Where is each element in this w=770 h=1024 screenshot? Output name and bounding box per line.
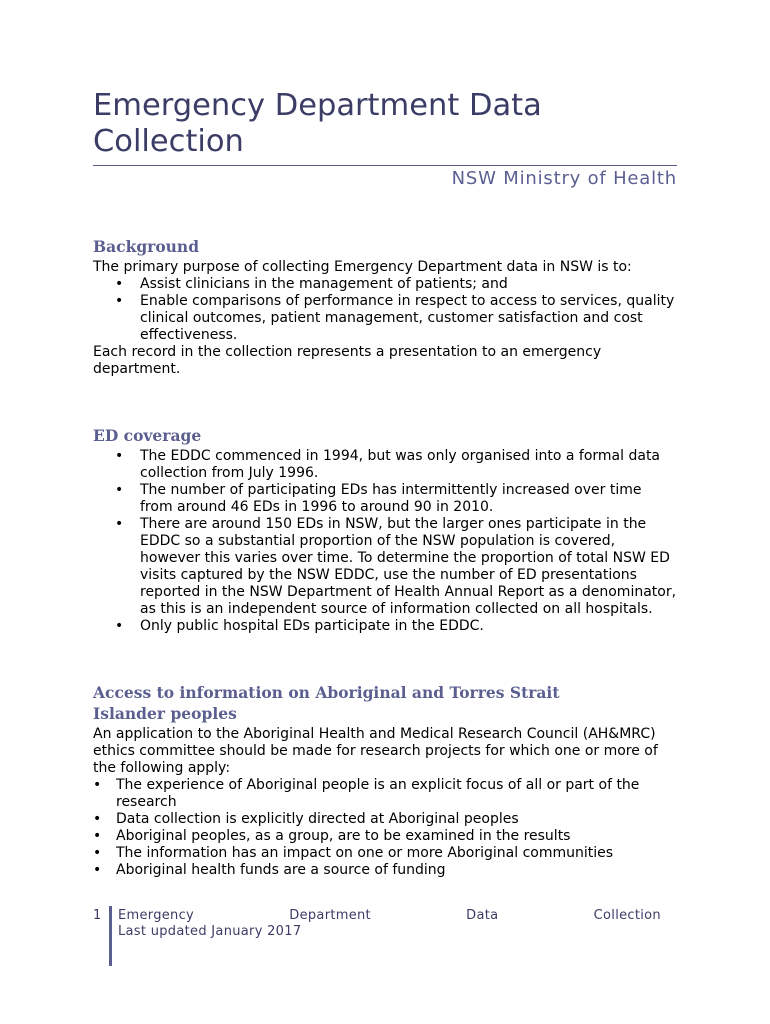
background-list bbox=[93, 276, 677, 344]
background-intro: The primary purpose of collecting Emergency Department data in NSW is to: bbox=[93, 259, 632, 275]
list-item: • Data collection is explicitly directed at Aboriginal peoples bbox=[93, 811, 677, 828]
list-item: • The EDDC commenced in 1994, but was only organised into a formal data collection from July 1996. bbox=[93, 448, 677, 482]
aboriginal-heading: Access to information on Aboriginal and Torres Strait Islander peoples bbox=[93, 683, 560, 723]
footer-updated: Last updated January 2017 bbox=[118, 924, 302, 939]
footer-title-word: Data bbox=[466, 908, 499, 923]
background-closing: Each record in the collection represents a presentation to an emergency department. bbox=[93, 344, 602, 377]
list-item: • The number of participating EDs has intermittently increased over time from around 46 EDs in 1996 to around 90 in 2010. bbox=[93, 482, 677, 516]
document-subtitle: NSW Ministry of Health bbox=[451, 168, 677, 189]
list-item bbox=[93, 777, 677, 811]
footer-title-word: Emergency bbox=[118, 908, 195, 923]
list-item: • Assist clinicians in the management of patients; and bbox=[93, 276, 677, 293]
list-item: • The information has an impact on one or more Aboriginal communities bbox=[93, 845, 677, 862]
coverage-heading: ED coverage bbox=[93, 426, 202, 445]
section-background bbox=[93, 236, 677, 378]
list-item: • Aboriginal health funds are a source of funding bbox=[93, 862, 677, 879]
section-aboriginal-access bbox=[93, 682, 677, 879]
page-footer bbox=[93, 906, 677, 966]
list-item-text: The experience of Aboriginal people is an explicit focus of all or part of the research bbox=[116, 777, 640, 810]
section-ed-coverage bbox=[93, 425, 677, 635]
list-item: • Enable comparisons of performance in respect to access to services, quality clinical outcomes, patient management, customer satisfaction and cost effectiveness. bbox=[93, 293, 677, 344]
background-heading: Background bbox=[93, 237, 200, 256]
document-title: Emergency Department Data Collection bbox=[93, 88, 542, 159]
aboriginal-list bbox=[93, 777, 677, 879]
coverage-list bbox=[93, 448, 677, 635]
footer-text bbox=[118, 908, 661, 940]
footer-bar bbox=[109, 906, 112, 966]
list-item: • There are around 150 EDs in NSW, but the larger ones participate in the EDDC so a substantial proportion of the NSW population is covered, however this varies over time. To determine the proportion of total NSW ED visits captured by the NSW EDDC, use the number of ED presentations reported in the NSW Department of Health Annual Report as a denominator, as this is an independent source of information collected on all hospitals. bbox=[93, 516, 677, 618]
list-item: • Only public hospital EDs participate in the EDDC. bbox=[93, 618, 677, 635]
footer-title-word: Department bbox=[289, 908, 371, 923]
page-number: 1 bbox=[93, 908, 102, 923]
footer-title-word: Collection bbox=[593, 908, 661, 923]
title-divider bbox=[93, 165, 677, 166]
list-item: • Aboriginal peoples, as a group, are to be examined in the results bbox=[93, 828, 677, 845]
aboriginal-intro: An application to the Aboriginal Health and Medical Research Council (AH&MRC) ethics committee should be made for research projects for which one or more of the following apply: bbox=[93, 726, 658, 776]
footer-title bbox=[118, 908, 661, 924]
